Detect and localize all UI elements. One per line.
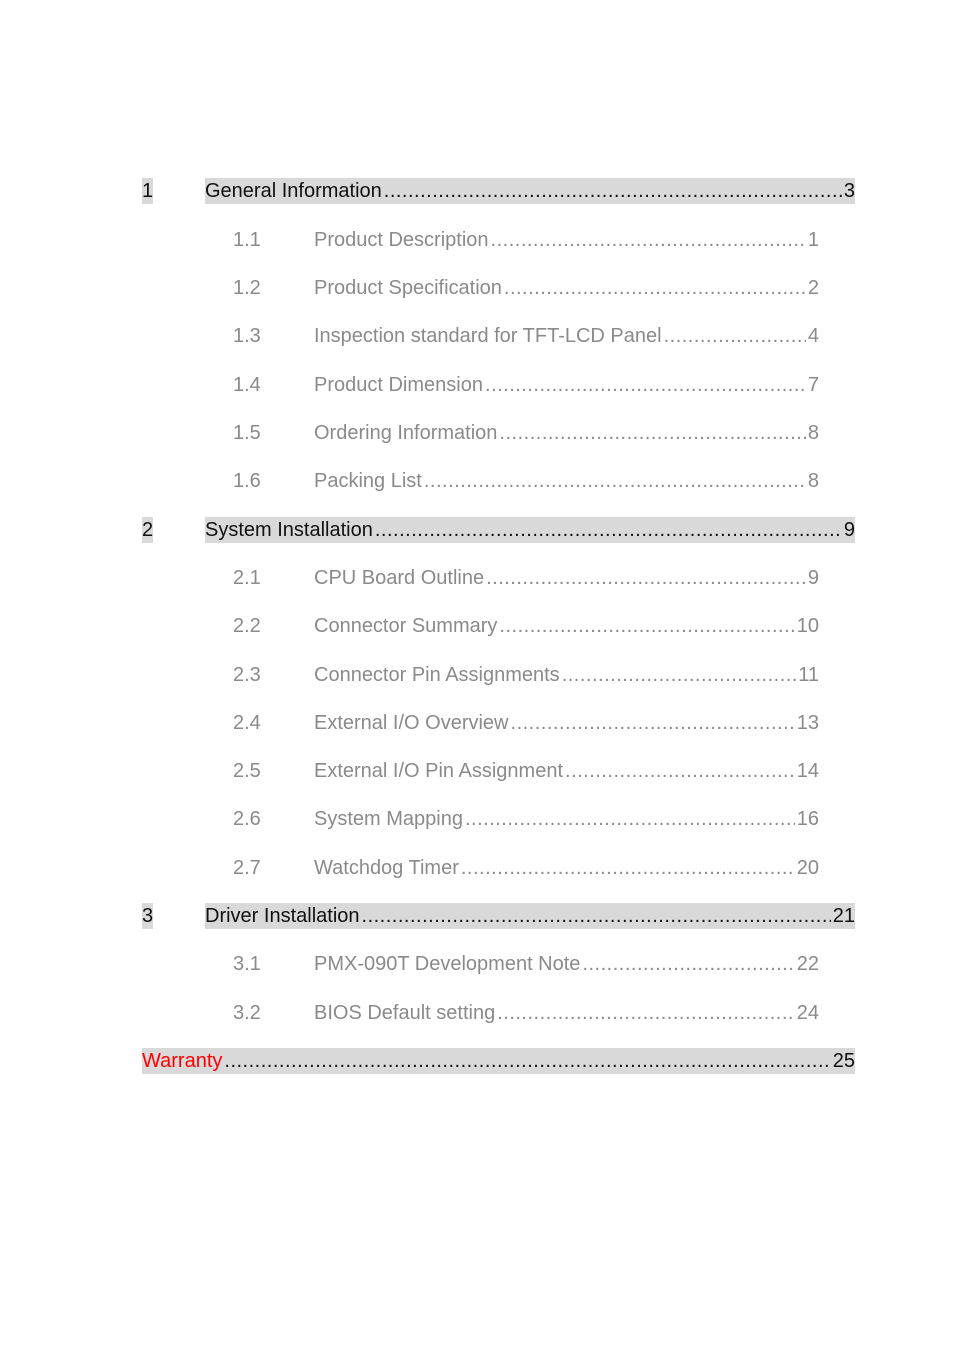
toc-leader-dots [491,229,806,252]
toc-page-number: 9 [843,518,855,541]
toc-leader-dots [384,180,842,203]
toc-section-number: 3.2 [233,1001,261,1024]
toc-section-1-1[interactable] [233,227,819,253]
toc-page-number: 7 [807,373,819,396]
toc-section-title: External I/O Overview [314,711,509,734]
toc-section-1-2[interactable] [233,275,819,301]
toc-page-number: 16 [796,807,819,830]
toc-leader-dots [511,712,795,735]
toc-leader-dots [224,1050,830,1073]
toc-page-number: 14 [796,759,819,782]
toc-page-number: 9 [807,566,819,589]
toc-leader-dots [362,905,831,928]
toc-section-1-3[interactable] [233,323,819,349]
toc-leader-dots [499,615,794,638]
toc-page-number: 22 [796,952,819,975]
toc-section-number: 2.7 [233,856,261,879]
toc-leader-dots [461,857,795,880]
toc-chapter-title: General Information [205,179,382,202]
toc-page-number: 8 [807,421,819,444]
toc-page-number: 20 [796,856,819,879]
toc-section-number: 2.2 [233,614,261,637]
toc-leader-dots [582,953,794,976]
toc-section-2-7[interactable] [233,855,819,881]
toc-leader-dots [664,325,806,348]
toc-warranty[interactable] [142,1048,855,1074]
toc-section-title: Watchdog Timer [314,856,459,879]
toc-leader-dots [465,808,795,831]
toc-section-3-1[interactable] [233,951,819,977]
toc-section-title: System Mapping [314,807,463,830]
toc-chapter-number: 2 [142,518,154,541]
toc-section-title: PMX-090T Development Note [314,952,581,975]
toc-page-number: 24 [796,1001,819,1024]
toc-section-1-6[interactable] [233,468,819,494]
toc-page-number: 21 [832,904,855,927]
toc-warranty-title: Warranty [142,1049,223,1072]
toc-chapter-number: 3 [142,904,154,927]
toc-leader-dots [486,567,806,590]
toc-leader-dots [504,277,806,300]
toc-section-number: 1.1 [233,228,261,251]
toc-chapter-3[interactable] [142,903,855,929]
toc-section-title: Connector Summary [314,614,498,637]
toc-leader-dots [499,422,805,445]
toc-page-number: 8 [807,469,819,492]
toc-section-3-2[interactable] [233,1000,819,1026]
toc-chapter-title: Driver Installation [205,904,360,927]
toc-chapter-title: System Installation [205,518,373,541]
toc-section-number: 1.2 [233,276,261,299]
toc-section-number: 2.5 [233,759,261,782]
toc-section-number: 1.3 [233,324,261,347]
toc-section-title: Product Dimension [314,373,483,396]
toc-section-number: 1.4 [233,373,261,396]
toc-section-title: Ordering Information [314,421,498,444]
toc-section-title: Packing List [314,469,422,492]
toc-chapter-number: 1 [142,179,154,202]
toc-section-title: BIOS Default setting [314,1001,496,1024]
toc-leader-dots [562,664,797,687]
toc-chapter-2[interactable] [142,517,855,543]
toc-page-number: 3 [843,179,855,202]
toc-leader-dots [565,760,795,783]
toc-section-title: Inspection standard for TFT-LCD Panel [314,324,662,347]
toc-page-number: 11 [798,663,819,686]
toc-section-number: 2.6 [233,807,261,830]
toc-section-2-1[interactable] [233,565,819,591]
toc-leader-dots [424,470,806,493]
toc-section-number: 2.4 [233,711,261,734]
toc-section-2-3[interactable] [233,662,819,688]
toc-section-2-4[interactable] [233,710,819,736]
toc-section-number: 3.1 [233,952,261,975]
toc-section-title: Product Description [314,228,489,251]
toc-section-number: 2.1 [233,566,261,589]
toc-section-1-5[interactable] [233,420,819,446]
toc-section-title: Product Specification [314,276,502,299]
toc-section-number: 1.5 [233,421,261,444]
toc-leader-dots [375,519,842,542]
toc-leader-dots [497,1002,795,1025]
toc-page-number: 25 [832,1049,855,1072]
toc-chapter-1[interactable] [142,178,855,204]
toc-section-title: Connector Pin Assignments [314,663,560,686]
toc-section-1-4[interactable] [233,372,819,398]
toc-section-2-2[interactable] [233,613,819,639]
toc-section-title: CPU Board Outline [314,566,485,589]
toc-page-number: 2 [807,276,819,299]
toc-section-number: 1.6 [233,469,261,492]
toc-page-number: 13 [796,711,819,734]
toc-leader-dots [485,374,806,397]
toc-section-title: External I/O Pin Assignment [314,759,564,782]
toc-section-2-6[interactable] [233,806,819,832]
toc-page-number: 10 [796,614,819,637]
toc-section-number: 2.3 [233,663,261,686]
toc-section-2-5[interactable] [233,758,819,784]
toc-page-number: 1 [807,228,819,251]
toc-page-number: 4 [807,324,819,347]
